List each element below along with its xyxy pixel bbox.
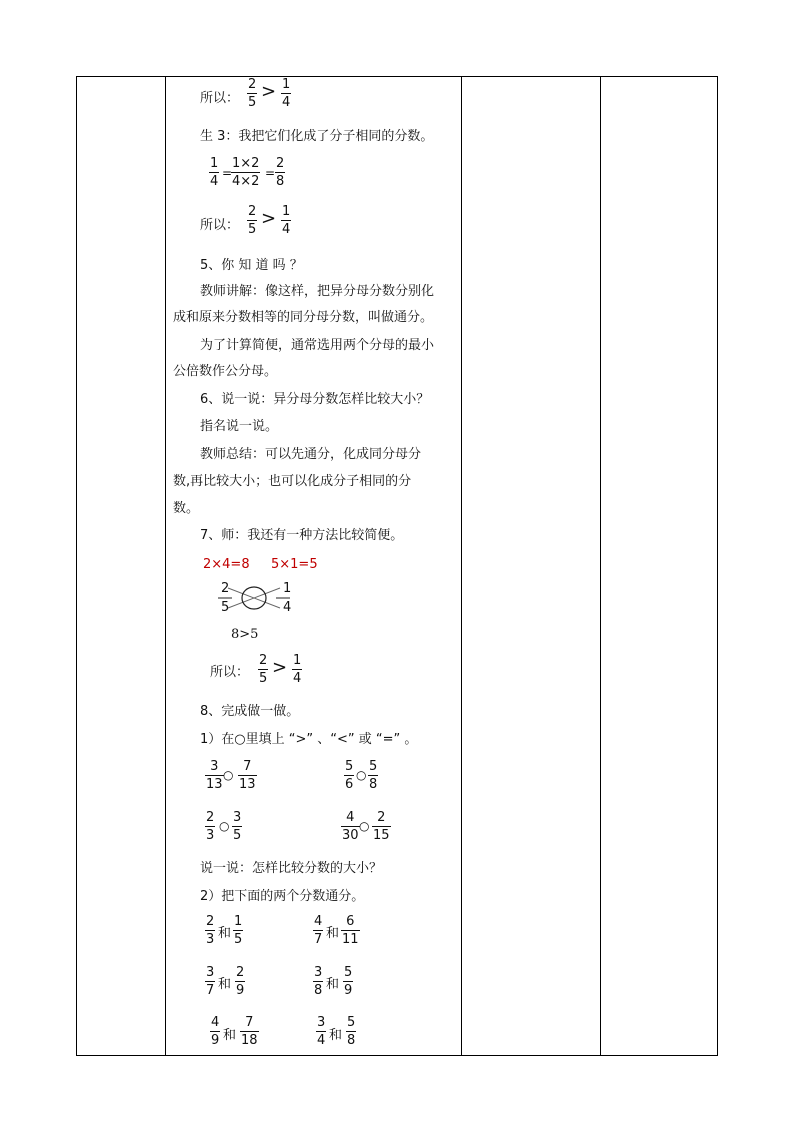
numerator: 7 <box>243 759 252 774</box>
denominator: 13 <box>206 777 223 792</box>
blank-circle: ○ <box>223 768 234 782</box>
denominator: 4 <box>282 222 291 237</box>
fraction <box>209 157 219 189</box>
numerator: 4 <box>346 810 355 825</box>
lesson-content <box>165 76 461 1056</box>
exercise-1-instruction: 1）在○里填上 “>” 、“<” 或 “=” 。 <box>200 732 418 747</box>
fraction <box>292 654 302 686</box>
denominator: 4×2 <box>232 174 260 189</box>
fraction <box>205 915 215 947</box>
fraction <box>247 78 257 110</box>
numerator: 3 <box>210 759 219 774</box>
numerator: 2 <box>248 77 257 92</box>
and-word: 和 <box>223 1028 237 1043</box>
fraction <box>344 760 354 792</box>
denominator: 3 <box>206 828 215 843</box>
denominator: 3 <box>206 932 215 947</box>
fraction <box>210 1016 220 1048</box>
numerator: 2 <box>377 810 386 825</box>
teacher-explanation: 教师讲解：像这样，把异分母分数分别化 <box>200 284 435 299</box>
numerator: 5 <box>345 759 354 774</box>
numerator: 5 <box>347 1015 356 1030</box>
fraction <box>346 1016 356 1048</box>
numerator: 2 <box>221 581 230 596</box>
numerator: 1 <box>283 581 292 596</box>
denominator: 11 <box>342 932 359 947</box>
numerator: 3 <box>206 965 215 980</box>
and-word: 和 <box>329 1028 343 1043</box>
therefore-label: 所以： <box>210 665 250 680</box>
denominator: 5 <box>234 932 243 947</box>
denominator: 13 <box>239 777 256 792</box>
fraction <box>233 915 243 947</box>
denominator: 4 <box>210 174 219 189</box>
numerator: 5 <box>369 759 378 774</box>
therefore-label: 所以： <box>200 218 240 233</box>
numerator: 1 <box>282 77 291 92</box>
student-3-answer: 生 3：我把它们化成了分子相同的分数。 <box>200 129 434 144</box>
fraction <box>372 811 391 843</box>
fraction <box>238 760 257 792</box>
greater-than-sign: > <box>261 81 277 102</box>
explanation-note: 公倍数作公分母。 <box>173 364 278 379</box>
column-divider <box>600 77 601 1055</box>
numerator: 1 <box>234 914 243 929</box>
fraction <box>205 760 224 792</box>
numerator: 2 <box>236 965 245 980</box>
denominator: 4 <box>282 95 291 110</box>
therefore-label: 所以： <box>200 91 240 106</box>
fraction <box>281 205 291 237</box>
fraction <box>313 966 323 998</box>
denominator: 15 <box>373 828 390 843</box>
fraction <box>205 966 215 998</box>
numerator: 2 <box>206 810 215 825</box>
fraction <box>341 811 360 843</box>
fraction <box>275 157 285 189</box>
fraction <box>240 1016 259 1048</box>
numerator: 3 <box>314 965 323 980</box>
fraction <box>231 157 260 189</box>
numerator: 4 <box>211 1015 220 1030</box>
fraction <box>343 966 353 998</box>
item-7-heading: 7、师：我还有一种方法比较简便。 <box>200 528 404 543</box>
numerator: 4 <box>314 914 323 929</box>
fraction <box>205 811 215 843</box>
blank-circle: ○ <box>359 819 370 833</box>
denominator: 8 <box>314 983 323 998</box>
and-word: 和 <box>218 926 232 941</box>
greater-than-sign: > <box>272 657 288 678</box>
fraction <box>368 760 378 792</box>
numerator: 7 <box>245 1015 254 1030</box>
fraction <box>235 966 245 998</box>
and-word: 和 <box>326 977 340 992</box>
denominator: 8 <box>347 1033 356 1048</box>
numerator: 1 <box>293 653 302 668</box>
denominator: 5 <box>248 95 257 110</box>
denominator: 8 <box>276 174 285 189</box>
numerator: 3 <box>317 1015 326 1030</box>
denominator: 5 <box>259 671 268 686</box>
fraction <box>247 205 257 237</box>
item-8-heading: 8、完成做一做。 <box>200 704 300 719</box>
greater-than-sign: > <box>261 208 277 229</box>
instruction-text: 指名说一说。 <box>200 419 279 434</box>
denominator: 5 <box>221 600 230 615</box>
numerator: 5 <box>344 965 353 980</box>
column-divider <box>461 77 462 1055</box>
blank-circle: ○ <box>219 819 230 833</box>
cross-result: 8>5 <box>231 627 259 642</box>
and-word: 和 <box>218 977 232 992</box>
denominator: 6 <box>345 777 354 792</box>
fraction <box>313 915 323 947</box>
denominator: 18 <box>241 1033 258 1048</box>
denominator: 30 <box>342 828 359 843</box>
cross-calc-right: 5×1=5 <box>271 557 318 572</box>
denominator: 7 <box>206 983 215 998</box>
numerator: 6 <box>346 914 355 929</box>
discussion-prompt: 说一说：怎样比较分数的大小？ <box>200 861 383 876</box>
explanation-note: 为了计算简便，通常选用两个分母的最小 <box>200 338 435 353</box>
numerator: 2 <box>276 156 285 171</box>
item-6-heading: 6、说一说：异分母分数怎样比较大小？ <box>200 392 430 407</box>
denominator: 7 <box>314 932 323 947</box>
teacher-summary: 数,再比较大小；也可以化成分子相同的分 <box>173 474 412 489</box>
numerator: 2 <box>248 204 257 219</box>
equals-sign: = <box>265 166 276 180</box>
denominator: 4 <box>293 671 302 686</box>
numerator: 2 <box>259 653 268 668</box>
fraction <box>281 78 291 110</box>
numerator: 3 <box>233 810 242 825</box>
denominator: 8 <box>369 777 378 792</box>
teacher-summary: 教师总结：可以先通分，化成同分母分 <box>200 447 422 462</box>
denominator: 9 <box>236 983 245 998</box>
numerator: 1 <box>210 156 219 171</box>
fraction <box>232 811 242 843</box>
denominator: 5 <box>248 222 257 237</box>
numerator: 1×2 <box>232 156 260 171</box>
fraction <box>258 654 268 686</box>
teacher-explanation: 成和原来分数相等的同分母分数，叫做通分。 <box>173 310 434 325</box>
numerator: 1 <box>282 204 291 219</box>
denominator: 4 <box>283 600 292 615</box>
exercise-2-instruction: 2）把下面的两个分数通分。 <box>200 889 365 904</box>
equals-sign: = <box>222 166 233 180</box>
denominator: 5 <box>233 828 242 843</box>
denominator: 9 <box>211 1033 220 1048</box>
teacher-summary: 数。 <box>173 501 200 516</box>
denominator: 9 <box>344 983 353 998</box>
fraction <box>316 1016 326 1048</box>
fraction <box>341 915 360 947</box>
numerator: 2 <box>206 914 215 929</box>
cross-calc-left: 2×4=8 <box>203 557 250 572</box>
and-word: 和 <box>326 926 340 941</box>
item-5-heading: 5、你 知 道 吗 ？ <box>200 258 303 273</box>
blank-circle: ○ <box>356 768 367 782</box>
denominator: 4 <box>317 1033 326 1048</box>
